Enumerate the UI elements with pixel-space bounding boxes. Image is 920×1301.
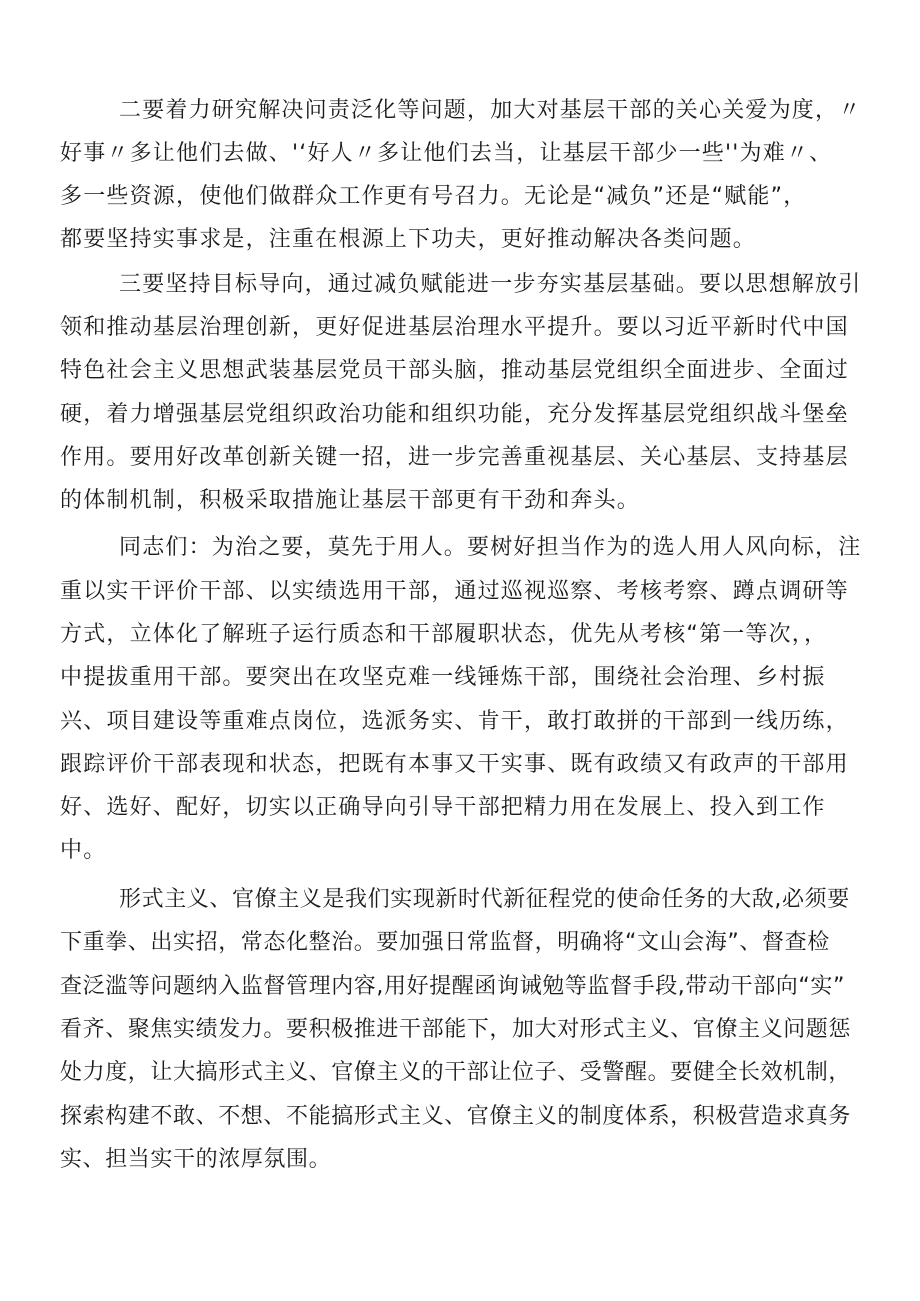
paragraph-line: 作用。要用好改革创新关键一招，进一步完善重视基层、关心基层、支持基层 — [60, 445, 849, 470]
paragraph-line: 好、选好、配好，切实以正确导向引导干部把精力用在发展上、投入到工作 — [60, 795, 826, 820]
paragraph-line: 二要着力研究解决问责泛化等问题，加大对基层干部的关心关爱为度，〃 — [119, 98, 862, 123]
paragraph-line: 领和推动基层治理创新，更好促进基层治理水平提升。要以习近平新时代中国 — [60, 315, 849, 340]
paragraph-line: 查泛滥等问题纳入监督管理内容,用好提醒函询诫勉等监督手段,带动干部向“实” — [60, 974, 845, 999]
paragraph-line: 下重拳、出实招，常态化整治。要加强日常监督，明确将“文山会海”、督查检 — [60, 930, 830, 955]
paragraph-line: 形式主义、官僚主义是我们实现新时代新征程党的使命任务的大敌,必须要 — [119, 887, 850, 912]
paragraph-line: 的体制机制，积极采取措施让基层干部更有干劲和奔头。 — [60, 488, 641, 513]
paragraph-line: 重以实干评价干部、以实绩选用干部，通过巡视巡察、考核考察、蹲点调研等 — [60, 579, 849, 604]
paragraph-line: 兴、项目建设等重难点岗位，选派务实、肯干，敢打敢拼的干部到一线历练， — [60, 709, 849, 734]
paragraph-line: 三要坚持目标导向，通过减负赋能进一步夯实基层基础。要以思想解放引 — [119, 272, 862, 297]
paragraph-line: 中提拔重用干部。要突出在攻坚克难一线锤炼干部，围绕社会治理、乡村振 — [60, 665, 826, 690]
paragraph-line: 都要坚持实事求是，注重在根源上下功夫，更好推动解决各类问题。 — [60, 227, 757, 252]
paragraph-line: 处力度，让大搞形式主义、官僚主义的干部让位子、受警醒。要健全长效机制， — [60, 1060, 852, 1085]
paragraph-line: 特色社会主义思想武装基层党员干部头脑，推动基层党组织全面进步、全面过 — [60, 358, 849, 383]
paragraph-line: 看齐、聚焦实绩发力。要积极推进干部能下，加大对形式主义、官僚主义问题惩 — [60, 1017, 852, 1042]
paragraph-line: 探索构建不敢、不想、不能搞形式主义、官僚主义的制度体系，积极营造求真务 — [60, 1104, 852, 1129]
paragraph-line: 多一些资源，使他们做群众工作更有号召力。无论是“减负”还是“赋能”， — [60, 184, 807, 209]
paragraph-line: 硬，着力增强基层党组织政治功能和组织功能，充分发挥基层党组织战斗堡垒 — [60, 402, 849, 427]
paragraph-line: 实、担当实干的浓厚氛围。 — [60, 1147, 332, 1172]
paragraph-line: 好事〃多让他们去做、'‘好人〃多让他们去当，让基层干部少一些''为难〃、 — [60, 141, 833, 166]
paragraph-line: 跟踪评价干部表现和状态，把既有本事又干实事、既有政绩又有政声的干部用 — [60, 752, 849, 777]
paragraph-line: 中。 — [60, 838, 107, 863]
paragraph-line: 方式，立体化了解班子运行质态和干部履职状态，优先从考核“第一等次，， — [60, 622, 828, 647]
paragraph-line: 同志们：为治之要，莫先于用人。要树好担当作为的选人用人风向标，注 — [119, 535, 862, 560]
